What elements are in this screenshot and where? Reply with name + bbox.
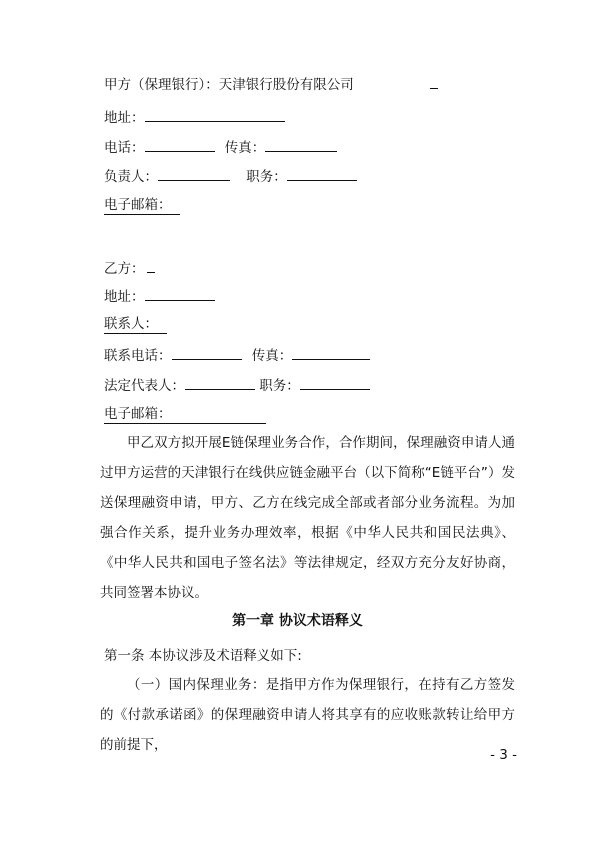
party-a-address-line (104, 107, 285, 127)
party-b-address-line (104, 286, 215, 306)
party-a-title-label: 甲方（保理银行）： (104, 77, 219, 93)
party-b-legal-rep-label: 法定代表人： (104, 378, 185, 394)
party-b-phone-label: 联系电话： (104, 348, 172, 364)
party-b-title-label: 乙方： (104, 261, 145, 277)
item-1-text: （一）国内保理业务：是指甲方作为保理银行，在持有乙方签发的《付款承诺函》的保理融资申请人将其享有的应收账款转让给甲方的前提下， (100, 677, 515, 753)
item-1-paragraph (100, 670, 515, 760)
party-b-title-blank (147, 258, 155, 273)
party-b-fax-label: 传真： (251, 348, 293, 364)
party-b-phone-line (104, 345, 370, 365)
party-b-position-label: 职务： (259, 378, 300, 394)
party-a-address-label: 地址： (104, 110, 145, 126)
page-number: - 3 - (490, 747, 517, 763)
party-b-contact-line (104, 315, 167, 333)
party-a-principal-label: 负责人： (104, 169, 158, 185)
party-b-email-label: 电子邮箱： (104, 406, 266, 424)
party-b-fax-blank (292, 345, 370, 360)
party-b-legal-rep-blank (185, 375, 255, 390)
party-a-bank-name: 天津银行股份有限公司 (218, 77, 354, 93)
party-a-email-line (104, 196, 180, 214)
party-a-position-label: 职务： (246, 169, 287, 185)
party-a-principal-line (104, 166, 357, 186)
party-b-email-line (104, 405, 266, 423)
party-a-phone-line (104, 137, 337, 157)
chapter-heading: 第一章 协议术语释义 (232, 613, 363, 629)
party-a-title-line (104, 74, 438, 94)
party-b-address-blank (145, 286, 215, 301)
party-a-fax-blank (265, 137, 337, 152)
intro-paragraph-text: 甲乙双方拟开展E链保理业务合作，合作期间，保理融资申请人通过甲方运营的天津银行在线供应链金融平台（以下简称“E链平台”）发送保理融资申请，甲方、乙方在线完成全部或者部分业务流程。为加强合作关系，提升业务办理效率，根据《中华人民共和国民法典》、《中华人民共和国电子签名法》等法律规定，经双方充分友好协商，共同签署本协议。 (100, 435, 515, 601)
article-1-line: 第一条 本协议涉及术语释义如下: (104, 648, 302, 664)
party-a-phone-blank (145, 137, 215, 152)
party-a-email-label: 电子邮箱： (104, 197, 180, 215)
intro-paragraph (100, 428, 515, 608)
party-b-phone-blank (172, 345, 242, 360)
party-a-principal-blank (158, 166, 230, 181)
party-b-legal-rep-line (104, 375, 370, 395)
party-b-position-blank (300, 375, 370, 390)
party-b-title-line (104, 258, 155, 278)
party-a-phone-label: 电话： (104, 140, 145, 156)
party-a-fax-label: 传真： (224, 140, 266, 156)
party-a-position-blank (287, 166, 357, 181)
party-b-address-label: 地址： (104, 289, 145, 305)
party-b-contact-label: 联系人： (104, 316, 167, 334)
party-a-address-blank (145, 107, 285, 122)
party-a-title-blank (430, 74, 438, 89)
